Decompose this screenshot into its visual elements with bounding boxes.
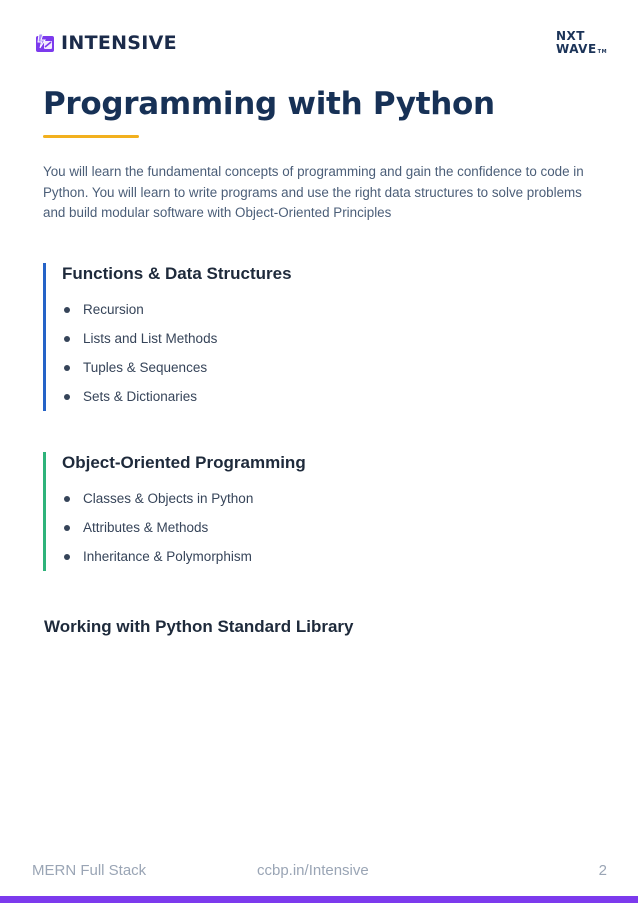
section-functions-data-structures xyxy=(43,263,292,411)
bullet-icon xyxy=(64,525,70,531)
page-title: Programming with Python xyxy=(43,86,495,122)
section-object-oriented-programming xyxy=(43,452,306,571)
bullet-icon xyxy=(64,394,70,400)
nxtwave-logo-tm: TM xyxy=(597,49,608,55)
topic-list xyxy=(62,295,292,411)
intensive-logo xyxy=(33,31,177,55)
intensive-logo-icon xyxy=(33,31,57,55)
bullet-icon xyxy=(64,365,70,371)
footer-link[interactable]: ccbp.in/Intensive xyxy=(257,862,369,879)
section-title-standard-library: Working with Python Standard Library xyxy=(44,617,354,636)
nxtwave-logo xyxy=(556,30,608,59)
intro-paragraph: You will learn the fundamental concepts of programming and gain the confidence to code in Python. You will learn to write programs and use the right data structures to solve problems and build modular software with Object-Oriented Principles xyxy=(43,164,584,220)
footer-course-name: MERN Full Stack xyxy=(32,862,147,879)
section-title: Functions & Data Structures xyxy=(62,264,292,283)
bullet-icon xyxy=(64,496,70,502)
topic-list xyxy=(62,484,306,571)
list-item xyxy=(62,542,306,571)
intensive-logo-text: INTENSIVE xyxy=(61,32,177,54)
list-item-label: Attributes & Methods xyxy=(83,520,209,535)
list-item-label: Sets & Dictionaries xyxy=(83,389,198,404)
list-item-label: Recursion xyxy=(83,302,144,317)
list-item xyxy=(62,324,292,353)
list-item xyxy=(62,295,292,324)
list-item xyxy=(62,353,292,382)
list-item xyxy=(62,484,306,513)
footer-accent-bar xyxy=(0,896,638,903)
nxtwave-logo-line1: NXT xyxy=(556,29,585,43)
bullet-icon xyxy=(64,336,70,342)
list-item-label: Inheritance & Polymorphism xyxy=(83,549,252,564)
title-underline xyxy=(43,135,139,138)
list-item-label: Lists and List Methods xyxy=(83,331,218,346)
nxtwave-logo-line2: WAVE xyxy=(556,42,597,56)
list-item xyxy=(62,382,292,411)
page-number: 2 xyxy=(598,862,607,879)
list-item-label: Tuples & Sequences xyxy=(83,360,208,375)
section-title: Object-Oriented Programming xyxy=(62,453,306,472)
list-item-label: Classes & Objects in Python xyxy=(83,491,254,506)
list-item xyxy=(62,513,306,542)
bullet-icon xyxy=(64,554,70,560)
bullet-icon xyxy=(64,307,70,313)
page-footer xyxy=(0,860,638,882)
